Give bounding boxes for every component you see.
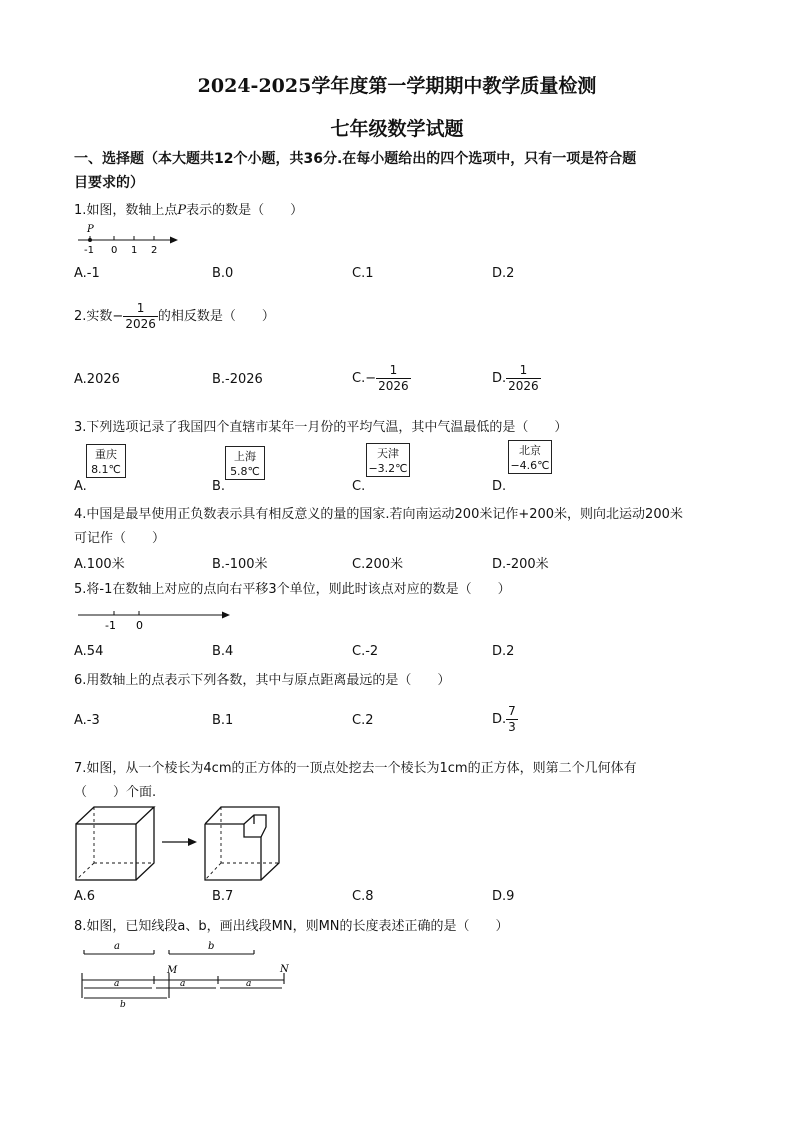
section-heading-cont: 目要求的） bbox=[74, 175, 144, 191]
q3-card-beijing: 北京 −4.6℃ bbox=[508, 440, 552, 474]
q6-option-c[interactable]: C.2 bbox=[352, 713, 374, 728]
q2-option-b[interactable]: B.-2026 bbox=[212, 372, 263, 387]
q1-option-d[interactable]: D.2 bbox=[492, 266, 515, 281]
q5-option-c[interactable]: C.-2 bbox=[352, 644, 379, 659]
page-title: 2024-2025学年度第一学期期中教学质量检测 bbox=[197, 75, 597, 97]
q1-number-line bbox=[74, 222, 184, 258]
q2-option-a[interactable]: A.2026 bbox=[74, 372, 120, 387]
q8-label-a-1: a bbox=[114, 979, 120, 989]
q3-option-d-letter[interactable]: D. bbox=[492, 479, 507, 494]
q8-label-m: M bbox=[167, 965, 178, 976]
question-2-stem: 2.实数− $\frac{1}{2026}$ 的相反数是（ ） bbox=[74, 301, 275, 331]
q1-label-1: 1 bbox=[131, 245, 138, 256]
arrow-icon bbox=[162, 838, 197, 846]
q1-option-c[interactable]: C.1 bbox=[352, 266, 374, 281]
q5-option-d[interactable]: D.2 bbox=[492, 644, 515, 659]
q1-option-a[interactable]: A.-1 bbox=[74, 266, 100, 281]
q6-option-a[interactable]: A.-3 bbox=[74, 713, 100, 728]
q8-label-a-3: a bbox=[246, 979, 252, 989]
cube-notched bbox=[205, 807, 279, 880]
q5-number-line bbox=[74, 604, 234, 634]
q2-fraction: $\frac{1}{2026}$ bbox=[125, 301, 156, 331]
question-4-stem-cont: 可记作（ ） bbox=[74, 531, 166, 546]
question-3-stem: 3.下列选项记录了我国四个直辖市某年一月份的平均气温，其中气温最低的是（ ） bbox=[74, 420, 568, 435]
q3-option-a-letter[interactable]: A. bbox=[74, 479, 87, 494]
q7-option-b[interactable]: B.7 bbox=[212, 889, 234, 904]
q7-cube-figure bbox=[74, 804, 284, 882]
q3-option-b-letter[interactable]: B. bbox=[212, 479, 226, 494]
q7-option-a[interactable]: A.6 bbox=[74, 889, 96, 904]
question-7-stem: 7.如图，从一个棱长为4cm的正方体的一顶点处挖去一个棱长为1cm的正方体，则第二个几何体有 bbox=[74, 761, 637, 776]
q3-option-c-letter[interactable]: C. bbox=[352, 479, 366, 494]
page-subtitle: 七年级数学试题 bbox=[330, 118, 464, 140]
q8-label-a-top: a bbox=[114, 941, 120, 952]
section-heading: 一、选择题（本大题共12个小题，共36分.在每小题给出的四个选项中，只有一项是符合题 bbox=[74, 151, 637, 167]
question-5-stem: 5.将-1在数轴上对应的点向右平移3个单位，则此时该点对应的数是（ ） bbox=[74, 582, 511, 597]
q8-label-a-2: a bbox=[180, 979, 186, 989]
q8-label-n: N bbox=[280, 964, 289, 975]
q3-card-tianjin: 天津 −3.2℃ bbox=[366, 443, 410, 477]
q1-label-p: P bbox=[87, 224, 94, 235]
q5-option-a[interactable]: A.54 bbox=[74, 644, 104, 659]
q2-option-d[interactable]: D. $\frac{1}{2026}$ bbox=[492, 363, 539, 393]
q5-label-neg1: -1 bbox=[105, 619, 116, 632]
q8-label-b-top: b bbox=[208, 941, 215, 952]
question-4-stem: 4.中国是最早使用正负数表示具有相反意义的量的国家.若向南运动200米记作+200米，则向北运动200米 bbox=[74, 507, 683, 522]
q6-option-d[interactable]: D. $\frac{7}{3}$ bbox=[492, 704, 516, 734]
q7-option-d[interactable]: D.9 bbox=[492, 889, 515, 904]
q3-card-chongqing: 重庆 8.1℃ bbox=[86, 444, 126, 478]
q8-segment-figure bbox=[74, 936, 304, 1010]
q1-option-b[interactable]: B.0 bbox=[212, 266, 234, 281]
question-6-stem: 6.用数轴上的点表示下列各数，其中与原点距离最远的是（ ） bbox=[74, 673, 451, 688]
question-8-stem: 8.如图，已知线段a、b，画出线段MN，则MN的长度表述正确的是（ ） bbox=[74, 919, 509, 934]
question-1-stem: 1.如图，数轴上点P表示的数是（ ） bbox=[74, 203, 304, 218]
q4-option-b[interactable]: B.-100米 bbox=[212, 557, 268, 572]
q4-option-a[interactable]: A.100米 bbox=[74, 557, 125, 572]
cube-full bbox=[76, 807, 154, 880]
q1-label-neg1: -1 bbox=[84, 245, 94, 256]
q8-label-b-bottom: b bbox=[120, 1000, 126, 1010]
q1-label-2: 2 bbox=[151, 245, 158, 256]
q4-option-c[interactable]: C.200米 bbox=[352, 557, 404, 572]
q1-label-0: 0 bbox=[111, 245, 118, 256]
q4-option-d[interactable]: D.-200米 bbox=[492, 557, 549, 572]
q3-card-shanghai: 上海 5.8℃ bbox=[225, 446, 265, 480]
question-7-stem-cont: （ ）个面. bbox=[74, 785, 157, 800]
q2-option-c[interactable]: C.− $\frac{1}{2026}$ bbox=[352, 363, 409, 393]
q7-option-c[interactable]: C.8 bbox=[352, 889, 374, 904]
q6-option-b[interactable]: B.1 bbox=[212, 713, 234, 728]
q5-label-0: 0 bbox=[136, 619, 143, 632]
q5-option-b[interactable]: B.4 bbox=[212, 644, 234, 659]
